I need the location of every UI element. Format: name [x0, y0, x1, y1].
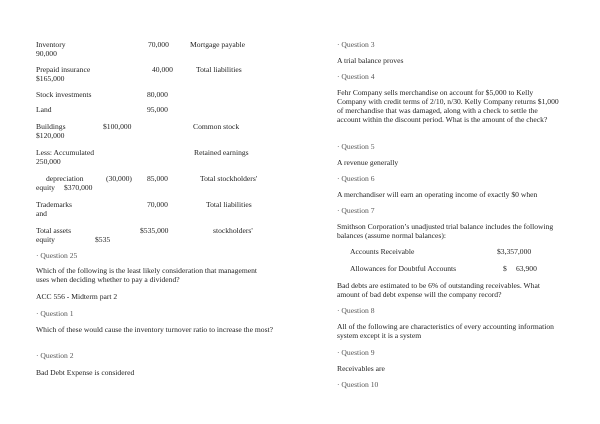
retained-earnings-label: Retained earnings — [194, 148, 249, 157]
total-stockholders-equity-amount: $370,000 — [64, 183, 93, 192]
depreciation-label: depreciation — [46, 174, 84, 183]
buildings-label: Buildings — [36, 122, 66, 131]
total-stockholders-equity-label: Total stockholders' — [200, 174, 258, 183]
question-2-header: · Question 2 — [36, 351, 74, 360]
total-liabilities-equity-amount: $535 — [95, 235, 111, 244]
depreciation-amount: (30,000) — [106, 174, 132, 183]
allowance-amount: 63,900 — [516, 264, 537, 273]
question-4-text: Fehr Company sells merchandise on account for $5,000 to Kelly Company with credit terms of 2/10, n/30. Kelly Company returns $1,000 of merchandise that was damaged, along with a check to settle the account within the discount period. What is the amount of the check? — [337, 88, 559, 125]
allowance-label: Allowances for Doubtful Accounts — [350, 264, 457, 273]
accounts-receivable-label: Accounts Receivable — [350, 247, 415, 256]
total-liabilities-label: Total liabilities — [196, 65, 242, 74]
total-assets-amount: $535,000 — [140, 226, 169, 235]
land-label: Land — [36, 105, 52, 114]
accounts-receivable-amount: $3,357,000 — [497, 247, 532, 256]
question-1-text: Which of these would cause the inventory turnover ratio to increase the most? — [36, 325, 274, 334]
question-3-text: A trial balance proves — [337, 56, 404, 65]
question-6-text: A merchandiser will earn an operating income of exactly $0 when — [337, 190, 538, 199]
common-stock-amount: $120,000 — [36, 131, 65, 140]
question-4-header: · Question 4 — [337, 72, 375, 81]
question-1-header: · Question 1 — [36, 309, 74, 318]
land-amount: 95,000 — [147, 105, 168, 114]
question-5-text: A revenue generally — [337, 158, 399, 167]
question-9-header: · Question 9 — [337, 348, 375, 357]
inventory-amount: 70,000 — [148, 40, 169, 49]
net-buildings-amount: 85,000 — [147, 174, 168, 183]
equity-label-2: equity — [36, 235, 55, 244]
prepaid-insurance-amount: 40,000 — [152, 65, 173, 74]
mortgage-payable-label: Mortgage payable — [190, 40, 246, 49]
part2-title: ACC 556 - Midterm part 2 — [36, 292, 118, 301]
stock-investments-label: Stock investments — [36, 90, 92, 99]
inventory-label: Inventory — [36, 40, 66, 49]
trademarks-label: Trademarks — [36, 200, 72, 209]
and-label: and — [36, 209, 47, 218]
question-25-text: Which of the following is the least likely consideration that management uses when deciding whether to pay a dividend? — [36, 266, 258, 285]
total-liabilities-and-label: Total liabilities — [206, 200, 252, 209]
equity-label: equity — [36, 183, 55, 192]
question-5-header: · Question 5 — [337, 142, 375, 151]
question-2-text: Bad Debt Expense is considered — [36, 368, 135, 377]
question-10-header: · Question 10 — [337, 380, 379, 389]
retained-earnings-amount: 250,000 — [36, 157, 61, 166]
buildings-amount: $100,000 — [103, 122, 132, 131]
question-25-header: · Question 25 — [36, 251, 78, 260]
trademarks-amount: 70,000 — [147, 200, 168, 209]
total-liabilities-amount: $165,000 — [36, 74, 65, 83]
question-7-text-2: Bad debts are estimated to be 6% of outstanding receivables. What amount of bad debt expense will the company record? — [337, 281, 540, 300]
prepaid-insurance-label: Prepaid insurance — [36, 65, 91, 74]
question-8-text: All of the following are characteristics of every accounting information system except it is a system — [337, 322, 554, 341]
question-8-header: · Question 8 — [337, 306, 375, 315]
question-9-text: Receivables are — [337, 364, 385, 373]
common-stock-label: Common stock — [193, 122, 240, 131]
allowance-dollar-sign: $ — [503, 264, 507, 273]
question-7-header: · Question 7 — [337, 206, 375, 215]
question-6-header: · Question 6 — [337, 174, 375, 183]
stock-investments-amount: 80,000 — [147, 90, 168, 99]
less-accumulated-label: Less: Accumulated — [36, 148, 94, 157]
mortgage-payable-amount: 90,000 — [36, 49, 57, 58]
total-assets-label: Total assets — [36, 226, 72, 235]
question-3-header: · Question 3 — [337, 40, 375, 49]
stockholders-label: stockholders' — [213, 226, 253, 235]
question-7-text: Smithson Corporation’s unadjusted trial balance includes the following balances (assume normal balances): — [337, 222, 554, 241]
